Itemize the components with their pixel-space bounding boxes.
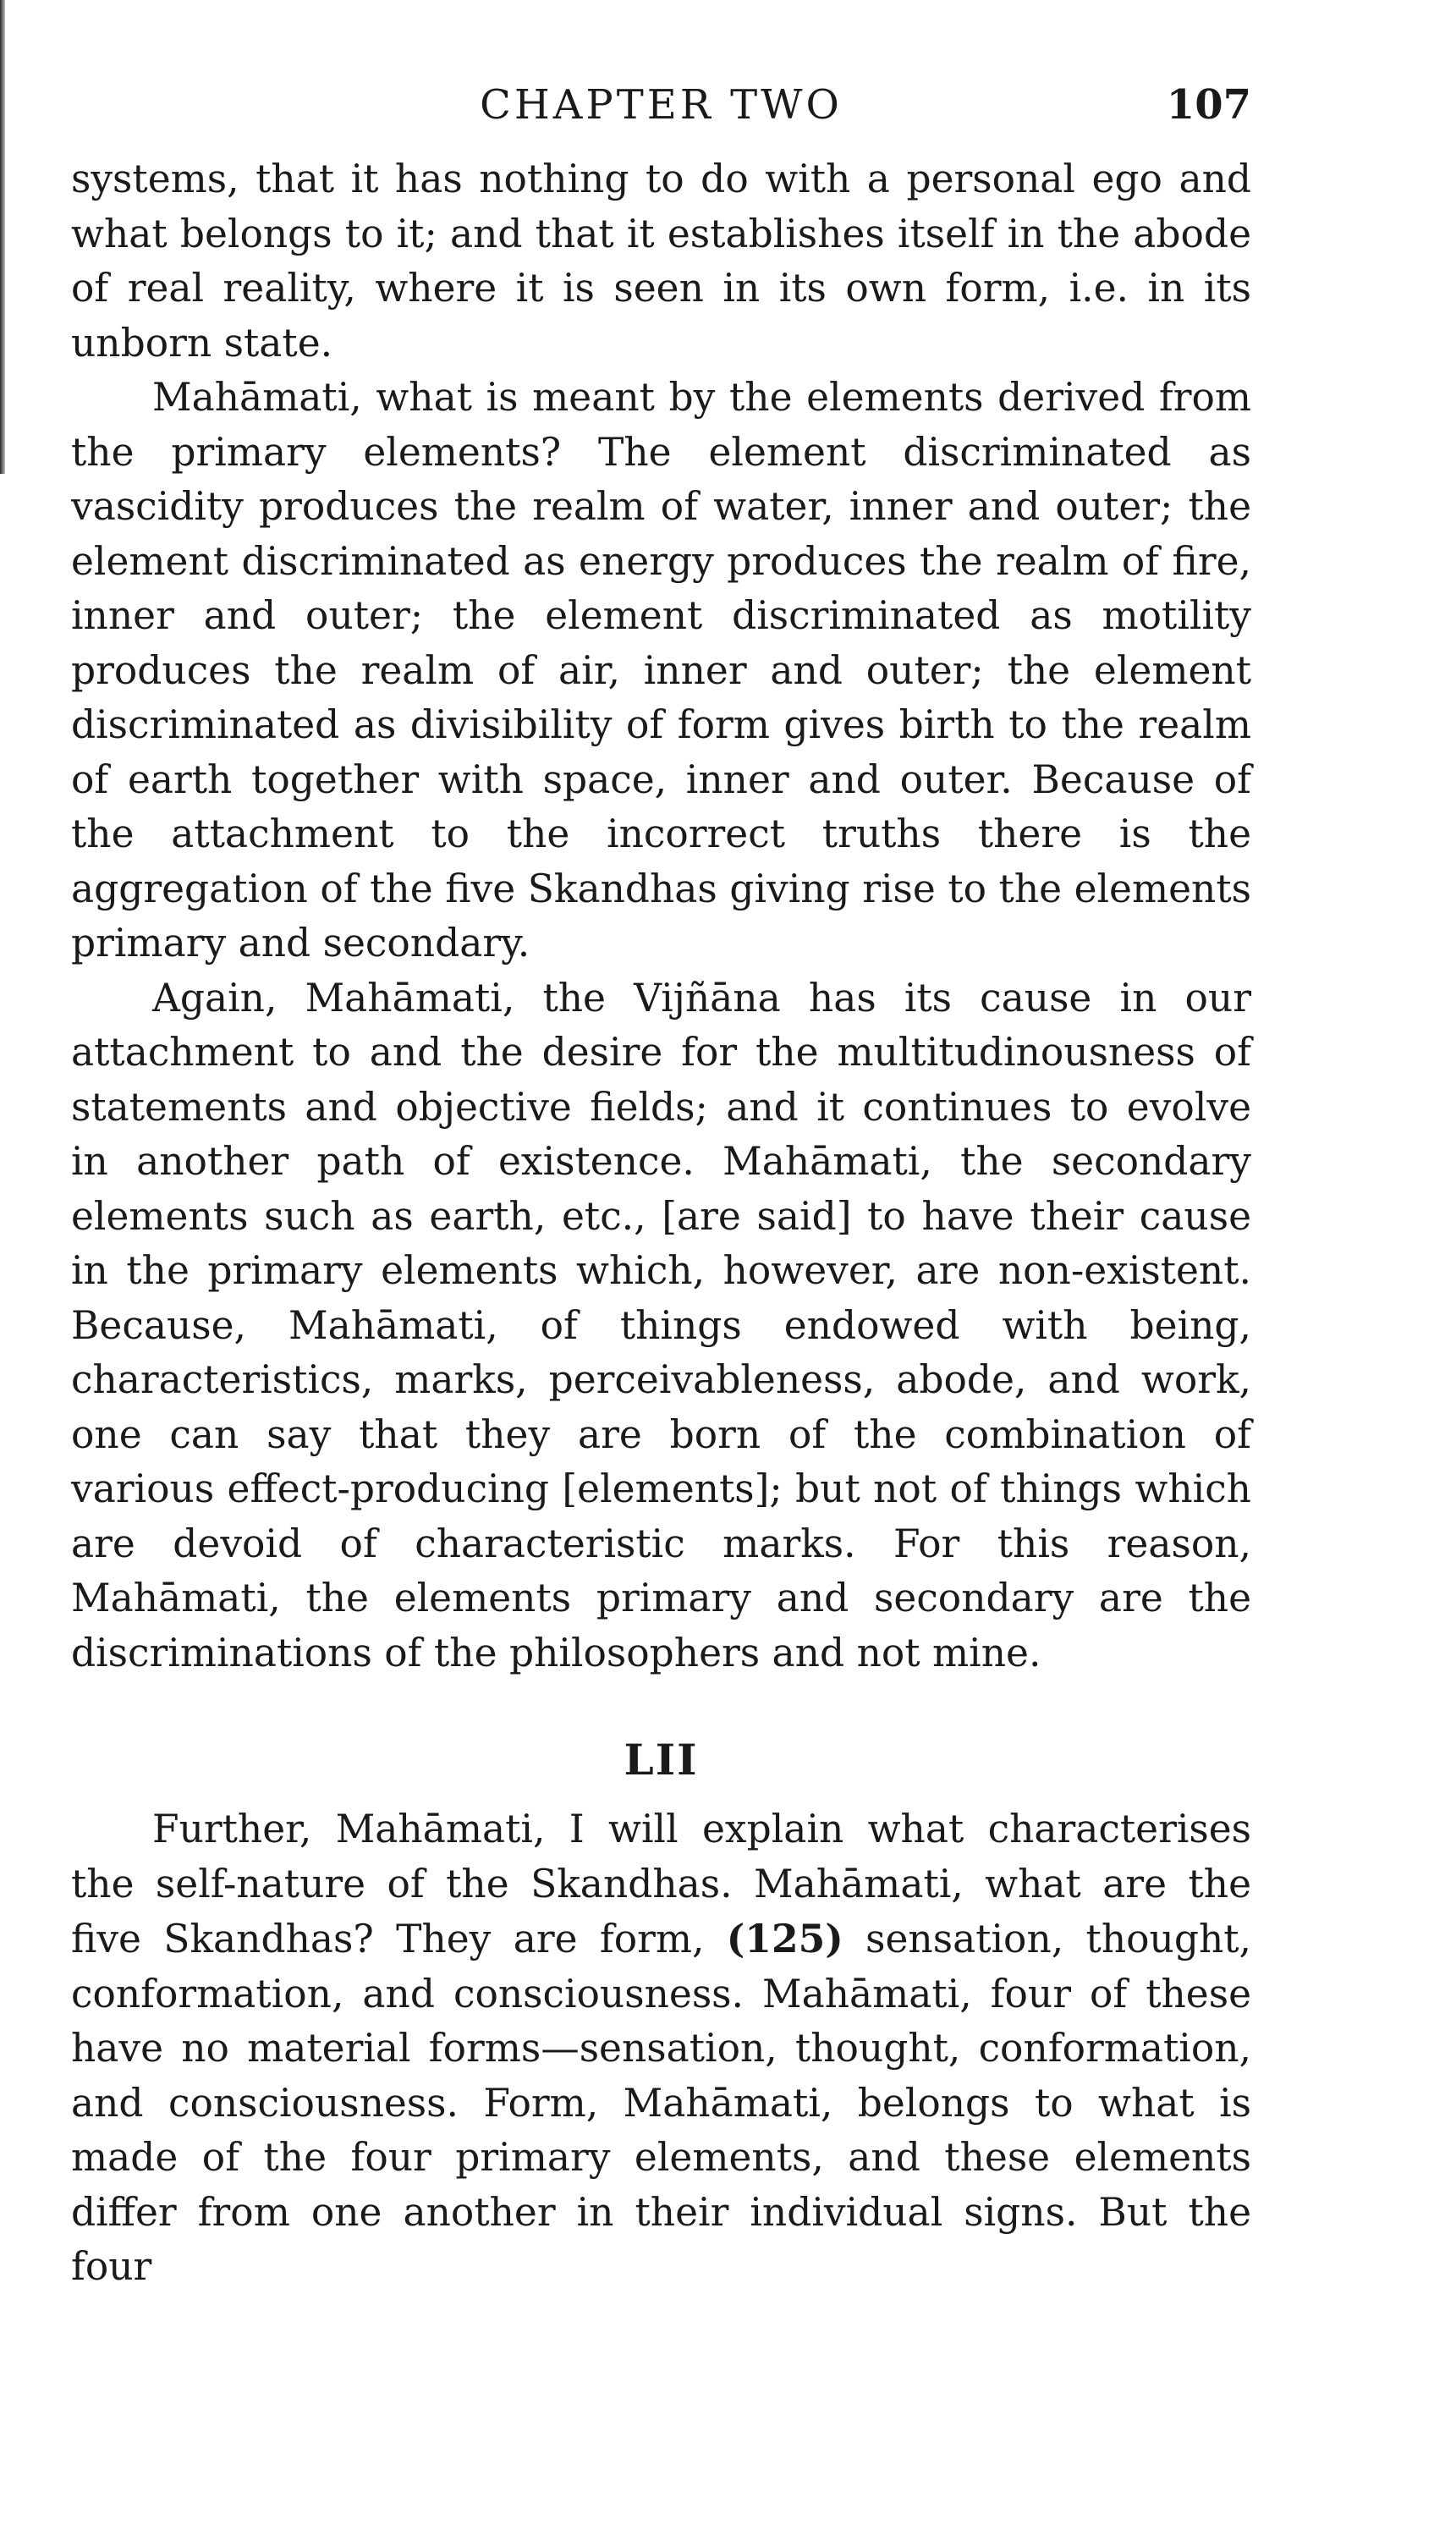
section-heading: LII	[624, 1735, 699, 1785]
reference-number: (125)	[726, 1916, 843, 1961]
page-number: 107	[1166, 81, 1251, 129]
running-head	[71, 0, 1251, 152]
scan-page-edge	[0, 0, 5, 474]
paragraph-skandhas-text-2: sensation, thought, conformation, and consciousness. Mahāmati, four of these have no material forms—sensation, thought, conformation, and consciousness. Form, Mahāmati, belongs to what is made of the four primary elements, and these elements differ from one another in their individual signs. But the four	[71, 1917, 1252, 2289]
book-page	[71, 0, 1251, 2295]
paragraph-continued: systems, that it has nothing to do with a personal ego and what belongs to it; and that it establishes itself in the abode of real reality, where it is seen in its own form, i.e. in its unborn state.	[71, 157, 1251, 366]
body-text	[71, 152, 1251, 2295]
paragraph-skandhas	[71, 1802, 1251, 2295]
paragraph-elements: Mahāmati, what is meant by the elements derived from the primary elements? The element discriminated as vascidity produces the realm of water, inner and outer; the element discriminated as energy produces the realm of fire, inner and outer; the element discriminated as motility produces the realm of air, inner and outer; the element discriminated as divisibility of form gives birth to the realm of earth together with space, inner and outer. Because of the attachment to the incorrect truths there is the aggregation of the five Skandhas giving rise to the elements primary and secondary.	[71, 375, 1251, 965]
chapter-title: CHAPTER TWO	[480, 81, 843, 129]
paragraph-skandhas-text-1: Further, Mahāmati, I will explain what characterises the self-nature of the Skandhas. Mahāmati, what are the five Skandhas? They are form,	[71, 1807, 1251, 1961]
paragraph-vijnana: Again, Mahāmati, the Vijñāna has its cause in our attachment to and the desire for the multitudinousness of statements and objective fields; and it continues to evolve in another path of existence. Mahāmati, the secondary elements such as earth, etc., [are said] to have their cause in the primary elements which, however, are non-existent. Because, Mahāmati, of things endowed with being, characteristics, marks, perceivableness, abode, and work, one can say that they are born of the combination of various effect-producing [elements]; but not of things which are devoid of characteristic marks. For this reason, Mahāmati, the elements primary and secondary are the discriminations of the philosophers and not mine.	[71, 975, 1251, 1675]
